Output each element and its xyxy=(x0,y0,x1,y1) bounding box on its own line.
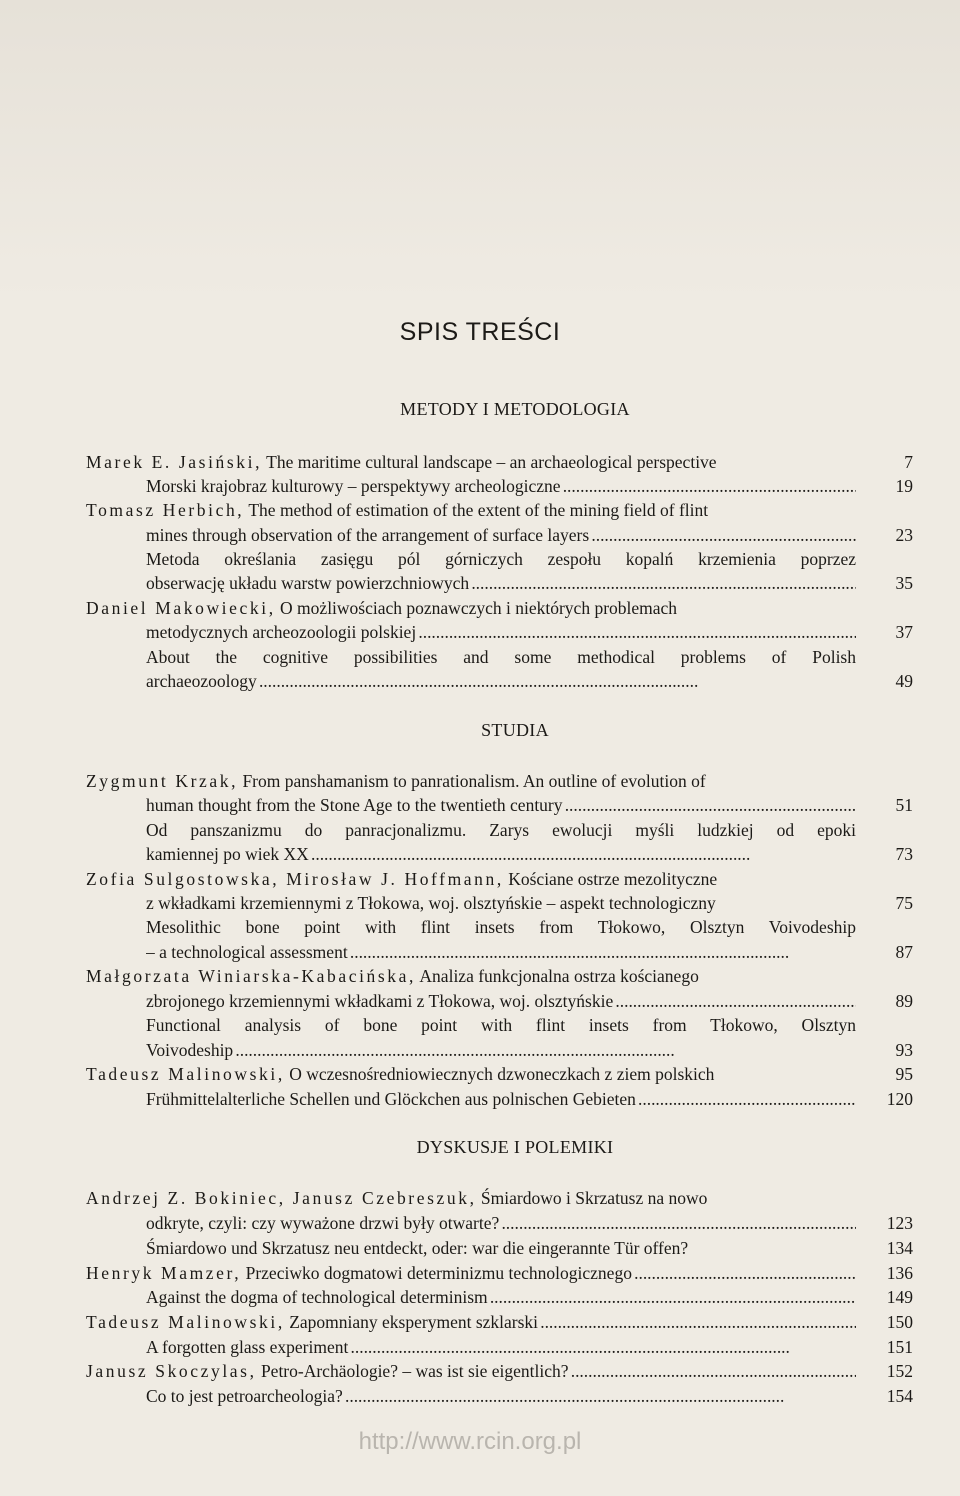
toc-entry-line xyxy=(146,523,856,547)
page-number: 35 xyxy=(895,573,913,593)
toc-entry-line xyxy=(86,596,856,620)
toc-entry-line xyxy=(146,940,856,964)
entry-title: A forgotten glass experiment xyxy=(146,1337,349,1357)
entry-title: zbrojonego krzemiennymi wkładkami z Tłokowa, woj. olsztyńskie xyxy=(146,991,614,1011)
entry-title: Metoda określania zasięgu pól górniczych zespołu kopalń krzemienia poprzez xyxy=(146,549,856,569)
toc-entry-line xyxy=(146,793,856,817)
author-name: Henryk Mamzer, xyxy=(86,1263,242,1283)
entry-title: From panshamanism to panrationalism. An outline of evolution of xyxy=(242,771,706,791)
toc-entry-line xyxy=(146,891,856,915)
author-name: Zofia Sulgostowska, Mirosław J. Hoffmann, xyxy=(86,869,504,889)
page-number: 134 xyxy=(886,1238,913,1258)
author-name: Tomasz Herbich, xyxy=(86,500,245,520)
entry-title: The method of estimation of the extent of the mining field of flint xyxy=(248,500,709,520)
toc-entry-line xyxy=(146,989,856,1013)
author-name: Marek E. Jasiński, xyxy=(86,452,263,472)
page-number: 136 xyxy=(886,1263,913,1283)
page-number: 23 xyxy=(895,525,913,545)
toc-entry-line xyxy=(86,450,856,474)
author-name: Zygmunt Krzak, xyxy=(86,771,239,791)
toc-entry-line xyxy=(146,818,856,842)
entry-title: The maritime cultural landscape – an archaeological perspective xyxy=(266,452,717,472)
toc-entry-line xyxy=(146,620,856,644)
page-number: 49 xyxy=(895,671,913,691)
toc-entry-line xyxy=(86,1062,856,1086)
entry-title: Against the dogma of technological determinism xyxy=(146,1287,488,1307)
author-name: Tadeusz Malinowski, xyxy=(86,1064,285,1084)
toc-entry-line xyxy=(86,769,856,793)
toc-entry-line xyxy=(146,1285,856,1309)
page-number: 95 xyxy=(895,1064,913,1084)
toc-entry-line xyxy=(146,547,856,571)
page-number: 7 xyxy=(904,452,913,472)
entry-title: Morski krajobraz kulturowy – perspektywy archeologiczne xyxy=(146,476,561,496)
author-name: Daniel Makowiecki, xyxy=(86,598,276,618)
page-number: 87 xyxy=(895,942,913,962)
toc-entry-line xyxy=(146,1236,856,1260)
entry-title: obserwację układu warstw powierzchniowych xyxy=(146,573,470,593)
page-number: 154 xyxy=(886,1386,913,1406)
toc-entry-line xyxy=(146,1211,856,1235)
page-number: 19 xyxy=(895,476,913,496)
page-number: 149 xyxy=(886,1287,913,1307)
toc-entry-line xyxy=(86,1261,856,1285)
entry-title: O możliwościach poznawczych i niektórych problemach xyxy=(280,598,678,618)
entry-title: Functional analysis of bone point with flint insets from Tłokowo, Olsztyn xyxy=(146,1015,856,1035)
bleed-through-area xyxy=(0,0,960,300)
entry-title: Frühmittelalterliche Schellen und Glöckchen aus polnischen Gebieten xyxy=(146,1089,636,1109)
toc-entry-line xyxy=(146,645,856,669)
page-number: 151 xyxy=(886,1337,913,1357)
toc-entry-line xyxy=(86,1359,856,1383)
toc-entry-line xyxy=(146,1384,856,1408)
entry-title: O wczesnośredniowiecznych dzwoneczkach z ziem polskich xyxy=(289,1064,715,1084)
entry-title: Co to jest petroarcheologia? xyxy=(146,1386,343,1406)
page-number: 75 xyxy=(895,893,913,913)
section-heading-metody: METODY I METODOLOGIA xyxy=(400,399,630,419)
entry-title: mines through observation of the arrangement of surface layers xyxy=(146,525,590,545)
toc-entry-line xyxy=(86,867,856,891)
toc-entry-line xyxy=(146,1038,856,1062)
entry-title: human thought from the Stone Age to the twentieth century xyxy=(146,795,563,815)
toc-entry-line xyxy=(146,1013,856,1037)
entry-title: z wkładkami krzemiennymi z Tłokowa, woj. olsztyńskie – aspekt technologiczny xyxy=(146,893,716,913)
entry-title: Voivodeship xyxy=(146,1040,234,1060)
author-name: Małgorzata Winiarska-Kabacińska, xyxy=(86,966,416,986)
page-number: 120 xyxy=(886,1089,913,1109)
entry-title: odkryte, czyli: czy wyważone drzwi były otwarte? xyxy=(146,1213,500,1233)
entry-title: Przeciwko dogmatowi determinizmu technologicznego xyxy=(245,1263,632,1283)
source-url-watermark: http://www.rcin.org.pl xyxy=(358,1428,582,1455)
toc-entry-line xyxy=(146,571,856,595)
toc-entry-line xyxy=(146,1087,856,1111)
entry-title: kamiennej po wiek XX xyxy=(146,844,309,864)
entry-title: Kościane ostrze mezolityczne xyxy=(508,869,718,889)
page-number: 51 xyxy=(895,795,913,815)
entry-title: – a technological assessment xyxy=(146,942,348,962)
author-name: Tadeusz Malinowski, xyxy=(86,1312,285,1332)
page-number: 37 xyxy=(895,622,913,642)
section-heading-dyskusje: DYSKUSJE I POLEMIKI xyxy=(416,1137,614,1157)
toc-entry-line xyxy=(146,669,856,693)
toc-entry-line xyxy=(86,1310,856,1334)
page-number: 123 xyxy=(886,1213,913,1233)
entry-title: Śmiardowo und Skrzatusz neu entdeckt, oder: war die eingerannte Tür offen? xyxy=(146,1238,689,1258)
entry-title: Od panszanizmu do panracjonalizmu. Zarys ewolucji myśli ludzkiej od epoki xyxy=(146,820,856,840)
entry-title: archaeozoology xyxy=(146,671,257,691)
toc-entry-line xyxy=(146,474,856,498)
section-heading-studia: STUDIA xyxy=(481,720,549,740)
entry-title: Mesolithic bone point with flint insets from Tłokowo, Olsztyn Voivodeship xyxy=(146,917,856,937)
toc-entry-line xyxy=(146,1335,856,1359)
author-name: Andrzej Z. Bokiniec, Janusz Czebreszuk, xyxy=(86,1188,477,1208)
page-number: 150 xyxy=(886,1312,913,1332)
entry-title: Zapomniany eksperyment szklarski xyxy=(289,1312,539,1332)
entry-title: About the cognitive possibilities and some methodical problems of Polish xyxy=(146,647,856,667)
page-number: 73 xyxy=(895,844,913,864)
entry-title: metodycznych archeozoologii polskiej xyxy=(146,622,417,642)
toc-entry-line xyxy=(146,842,856,866)
toc-entry-line xyxy=(86,498,856,522)
page-number: 152 xyxy=(886,1361,913,1381)
entry-title: Petro-Archäologie? – was ist sie eigentlich? xyxy=(260,1361,569,1381)
toc-entry-line xyxy=(86,1186,856,1210)
entry-title: Analiza funkcjonalna ostrza kościanego xyxy=(419,966,699,986)
page-number: 89 xyxy=(895,991,913,1011)
author-name: Janusz Skoczylas, xyxy=(86,1361,257,1381)
page-number: 93 xyxy=(895,1040,913,1060)
toc-entry-line xyxy=(146,915,856,939)
page-title: SPIS TREŚCI xyxy=(399,318,561,346)
entry-title: Śmiardowo i Skrzatusz na nowo xyxy=(480,1188,708,1208)
toc-entry-line xyxy=(86,964,856,988)
